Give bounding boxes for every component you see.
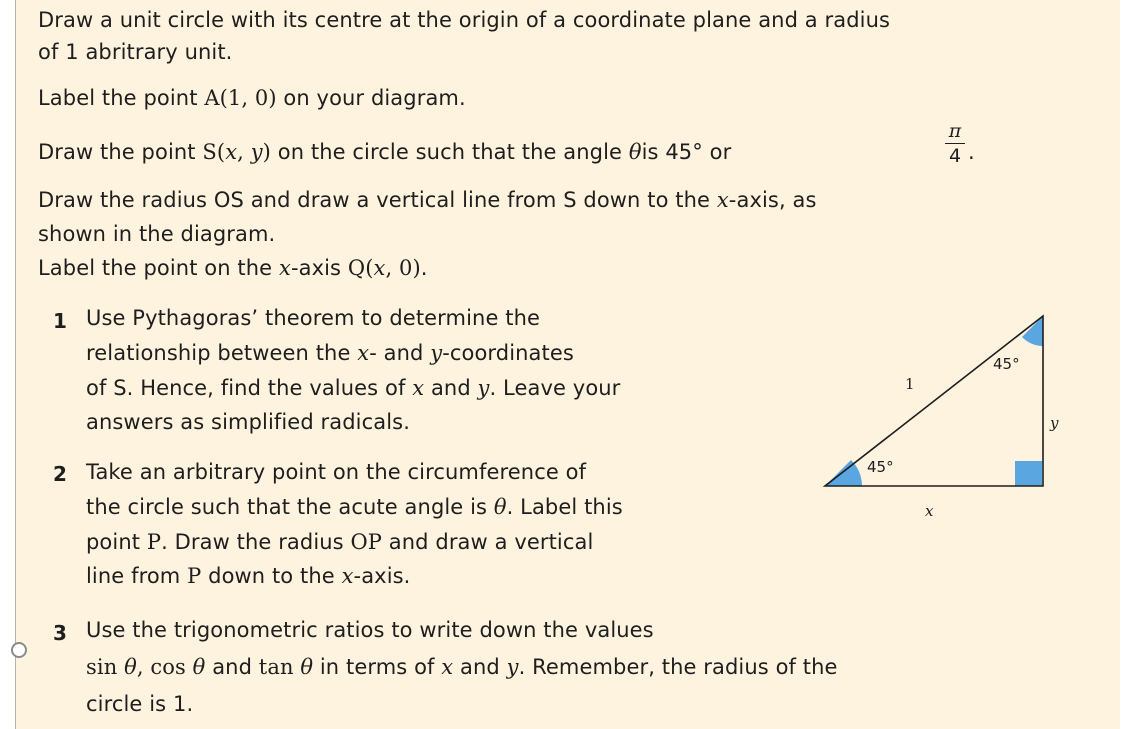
- side-y-label: y: [1050, 414, 1059, 432]
- question-3-number: 3: [53, 621, 67, 645]
- question-1-number: 1: [53, 309, 67, 333]
- top-angle-arc: [1022, 316, 1043, 346]
- question-2-line-1: Take an arbitrary point on the circumference of: [86, 460, 587, 484]
- bottom-angle-label: 45°: [867, 458, 894, 476]
- fraction-period: .: [968, 140, 975, 164]
- question-1-line-3: of S. Hence, find the values of x and y. Leave your: [86, 376, 621, 400]
- question-2-line-4: line from P down to the x-axis.: [86, 564, 411, 588]
- question-2-line-3: point P. Draw the radius OP and draw a vertical: [86, 530, 594, 554]
- question-3-line-3: circle is 1.: [86, 692, 194, 716]
- right-angle-marker: [1015, 461, 1042, 486]
- pi-over-4-fraction: π 4: [943, 120, 967, 167]
- label-point-q: Label the point on the x-axis Q(x, 0).: [38, 256, 428, 280]
- intro-line-2: of 1 abritrary unit.: [38, 40, 233, 64]
- question-3-line-1: Use the trigonometric ratios to write down the values: [86, 618, 654, 642]
- draw-radius-line-1: Draw the radius OS and draw a vertical line from S down to the x-axis, as: [38, 188, 817, 212]
- question-1-line-2: relationship between the x- and y-coordinates: [86, 341, 574, 365]
- triangle-outline: [825, 316, 1043, 486]
- hypotenuse-label: 1: [905, 375, 915, 393]
- question-2-number: 2: [53, 462, 67, 486]
- question-1-line-1: Use Pythagoras’ theorem to determine the: [86, 306, 541, 330]
- label-point-a: Label the point A(1, 0) on your diagram.: [38, 86, 466, 110]
- intro-line-1: Draw a unit circle with its centre at the origin of a coordinate plane and a radius: [38, 8, 891, 32]
- top-angle-label: 45°: [993, 355, 1020, 373]
- question-3-line-2: sin θ, cos θ and tan θ in terms of x and y. Remember, the radius of the: [86, 655, 838, 679]
- draw-point-s: Draw the point S(x, y) on the circle such that the angle θis 45° or: [38, 140, 732, 164]
- question-2-line-2: the circle such that the acute angle is θ. Label this: [86, 495, 623, 519]
- draw-radius-line-2: shown in the diagram.: [38, 222, 276, 246]
- side-x-label: x: [925, 502, 934, 520]
- question-1-line-4: answers as simplified radicals.: [86, 410, 410, 434]
